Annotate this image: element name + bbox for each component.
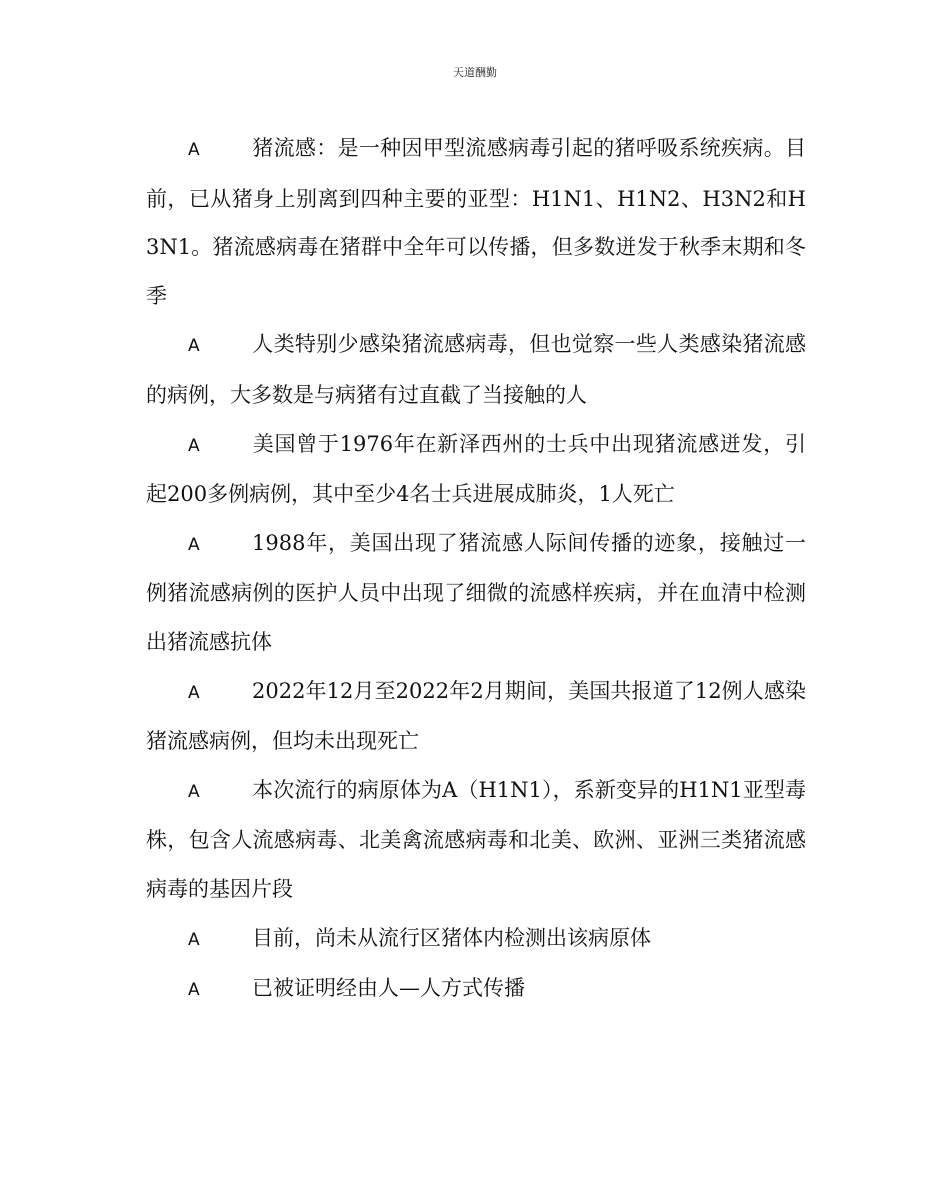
paragraph-marker: A [188,336,200,357]
paragraph [146,964,806,1015]
paragraph-marker: A [188,682,200,703]
paragraph-text: 本次流行的病原体为A（H1N1），系新变异的H1N1亚型毒株，包含人流感病毒、北美禽流感病毒和北美、欧洲、亚洲三类猪流感病毒的基因片段 [146,777,806,901]
paragraph [146,519,806,667]
paragraph-text: 已被证明经由人—人方式传播 [252,976,525,1001]
paragraph-marker: A [188,929,200,950]
paragraph-text: 2022年12月至2022年2月期间，美国共报道了12例人感染猪流感病例，但均未出现死亡 [146,678,806,754]
paragraph-marker: A [188,980,200,1001]
page-header: 天道酬勤 [453,66,497,79]
document-body [146,124,806,1015]
paragraph-marker: A [188,781,200,802]
paragraph [146,667,806,766]
paragraph [146,914,806,965]
paragraph-text: 目前，尚未从流行区猪体内检测出该病原体 [252,925,651,950]
paragraph-text: 猪流感：是一种因甲型流感病毒引起的猪呼吸系统疾病。目前，已从猪身上别离到四种主要的亚型：H1N1、H1N2、H3N2和H3N1。猪流感病毒在猪群中全年可以传播，但多数迸发于秋季末期和冬季 [146,136,806,308]
paragraph [146,420,806,519]
paragraph [146,320,806,419]
paragraph [146,124,806,320]
paragraph-marker: A [188,435,200,456]
paragraph-text: 1988年，美国出现了猪流感人际间传播的迹象，接触过一例猪流感病例的医护人员中出现了细微的流感样疾病，并在血清中检测出猪流感抗体 [146,530,806,654]
paragraph-text: 人类特别少感染猪流感病毒，但也觉察一些人类感染猪流感的病例，大多数是与病猪有过直截了当接触的人 [146,332,806,407]
paragraph-marker: A [188,534,200,555]
paragraph-text: 美国曾于1976年在新泽西州的士兵中出现猪流感迸发，引起200多例病例，其中至少4名士兵进展成肺炎，1人死亡 [146,431,806,507]
paragraph [146,766,806,914]
paragraph-marker: A [188,140,200,160]
